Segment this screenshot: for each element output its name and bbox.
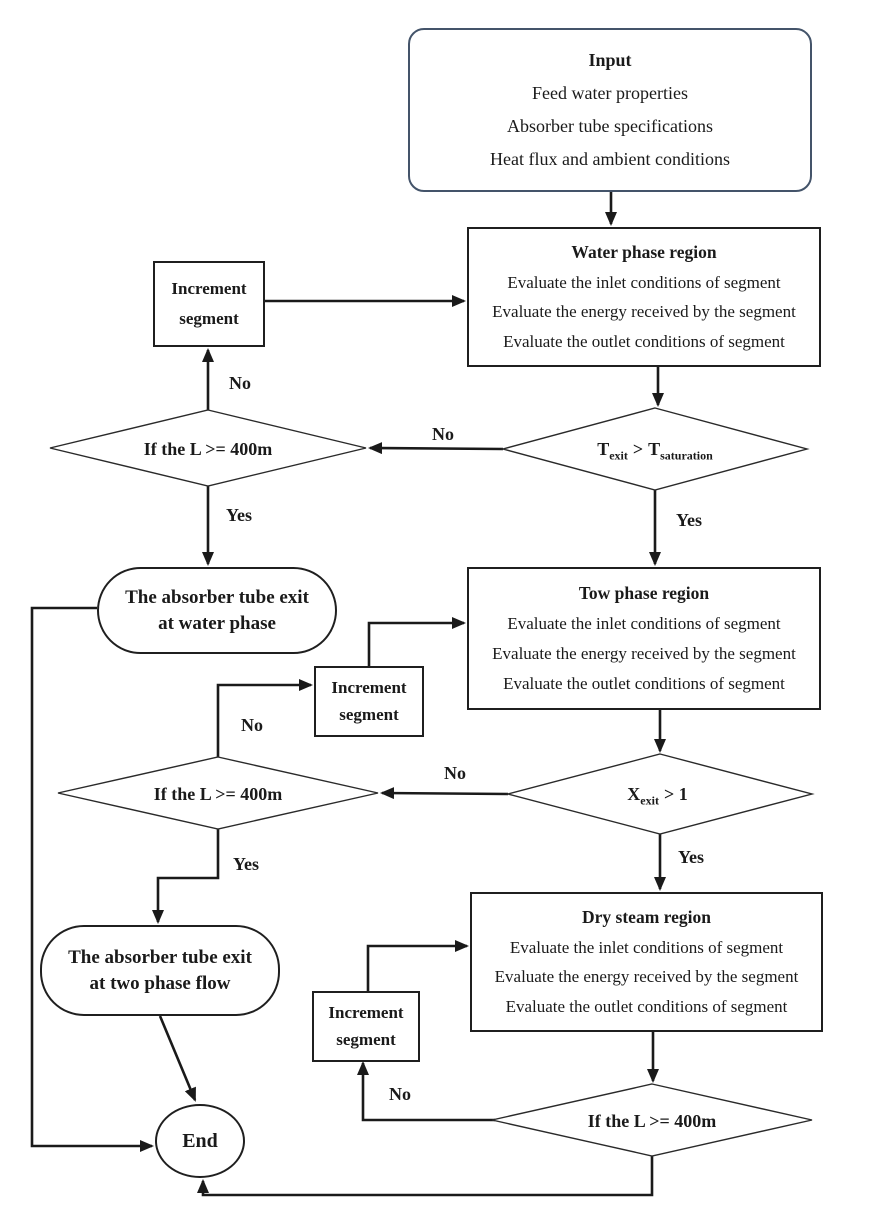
- exit-two-phase-line1: The absorber tube exit: [68, 946, 252, 968]
- water-phase-title: Water phase region: [571, 242, 717, 263]
- two-phase-node: [467, 567, 821, 710]
- input-line-heat-flux: Heat flux and ambient conditions: [490, 149, 730, 169]
- dry-steam-line-inlet: Evaluate the inlet conditions of segment: [509, 937, 784, 957]
- increment-bottom-line1: Increment: [328, 1003, 404, 1023]
- temp-sub1: exit: [609, 448, 628, 463]
- dry-length-no-label: No: [389, 1084, 411, 1104]
- dry-steam-title: Dry steam region: [582, 907, 711, 928]
- edge-exit-water-to-end: [32, 608, 152, 1146]
- temp-base2: T: [648, 439, 661, 459]
- increment-top-line2: segment: [179, 309, 239, 328]
- edge-exit-two-phase-to-end: [160, 1016, 195, 1100]
- exit-two-phase-line2: at two phase flow: [89, 972, 231, 994]
- input-title: Input: [588, 50, 632, 70]
- two-phase-line-outlet: Evaluate the outlet conditions of segment: [503, 674, 785, 693]
- temp-base1: T: [597, 439, 610, 459]
- exit-water-line2: at water phase: [158, 612, 276, 634]
- length-check-two-phase-label: If the L >= 400m: [153, 784, 283, 804]
- increment-bottom-line2: segment: [336, 1029, 396, 1049]
- end-node: [155, 1104, 245, 1178]
- edge-length2-yes-to-exit-two-phase: [158, 829, 218, 922]
- two-phase-line-inlet: Evaluate the inlet conditions of segment: [507, 614, 781, 633]
- water-length-yes-label: Yes: [226, 505, 252, 525]
- edge-increment-bottom-to-dry: [368, 946, 467, 991]
- temp-check-label: [505, 440, 805, 462]
- end-label: End: [182, 1129, 218, 1152]
- quality-sub: exit: [640, 793, 659, 808]
- edge-increment-mid-to-two-phase: [369, 623, 464, 666]
- edge-temp-no-to-length-check: [370, 448, 503, 449]
- edge-length3-bottom-to-end: [203, 1156, 652, 1195]
- length-check-water-label: If the L >= 400m: [143, 439, 273, 459]
- water-phase-line-energy: Evaluate the energy received by the segment: [492, 302, 796, 322]
- edge-quality-no-to-length-check: [382, 793, 508, 794]
- quality-base: X: [627, 784, 641, 804]
- increment-segment-mid-node: [314, 666, 424, 737]
- increment-segment-top-node: [153, 261, 265, 347]
- two-phase-title: Tow phase region: [578, 583, 710, 603]
- water-length-no-label: No: [229, 373, 251, 393]
- quality-check-label: [510, 785, 810, 807]
- increment-segment-bottom-node: [312, 991, 420, 1062]
- dry-steam-node: [470, 892, 823, 1032]
- water-phase-line-outlet: Evaluate the outlet conditions of segment: [503, 331, 785, 351]
- increment-mid-line2: segment: [339, 704, 399, 724]
- input-line-feed-water: Feed water properties: [532, 83, 688, 103]
- two-phase-line-energy: Evaluate the energy received by the segment: [492, 644, 796, 663]
- quality-rest: > 1: [663, 784, 688, 804]
- two-phase-length-no-label: No: [241, 715, 263, 735]
- dry-steam-line-outlet: Evaluate the outlet conditions of segment: [505, 996, 788, 1016]
- two-phase-quality-yes-label: Yes: [678, 847, 704, 867]
- exit-water-line1: The absorber tube exit: [125, 586, 309, 608]
- temp-operator: >: [632, 439, 644, 459]
- temp-sub2: saturation: [660, 448, 713, 463]
- input-line-tube-specs: Absorber tube specifications: [507, 116, 713, 136]
- two-phase-quality-no-label: No: [444, 763, 466, 783]
- increment-mid-line1: Increment: [331, 678, 407, 698]
- exit-water-phase-node: [97, 567, 337, 654]
- water-temp-no-label: No: [432, 424, 454, 444]
- two-phase-length-yes-label: Yes: [233, 854, 259, 874]
- exit-two-phase-node: [40, 925, 280, 1016]
- water-phase-line-inlet: Evaluate the inlet conditions of segment: [507, 272, 781, 292]
- water-phase-node: [467, 227, 821, 367]
- length-check-dry-label: If the L >= 400m: [587, 1111, 717, 1131]
- increment-top-line1: Increment: [171, 279, 247, 298]
- water-temp-yes-label: Yes: [676, 510, 702, 530]
- input-node: [408, 28, 812, 192]
- dry-steam-line-energy: Evaluate the energy received by the segment: [494, 967, 799, 987]
